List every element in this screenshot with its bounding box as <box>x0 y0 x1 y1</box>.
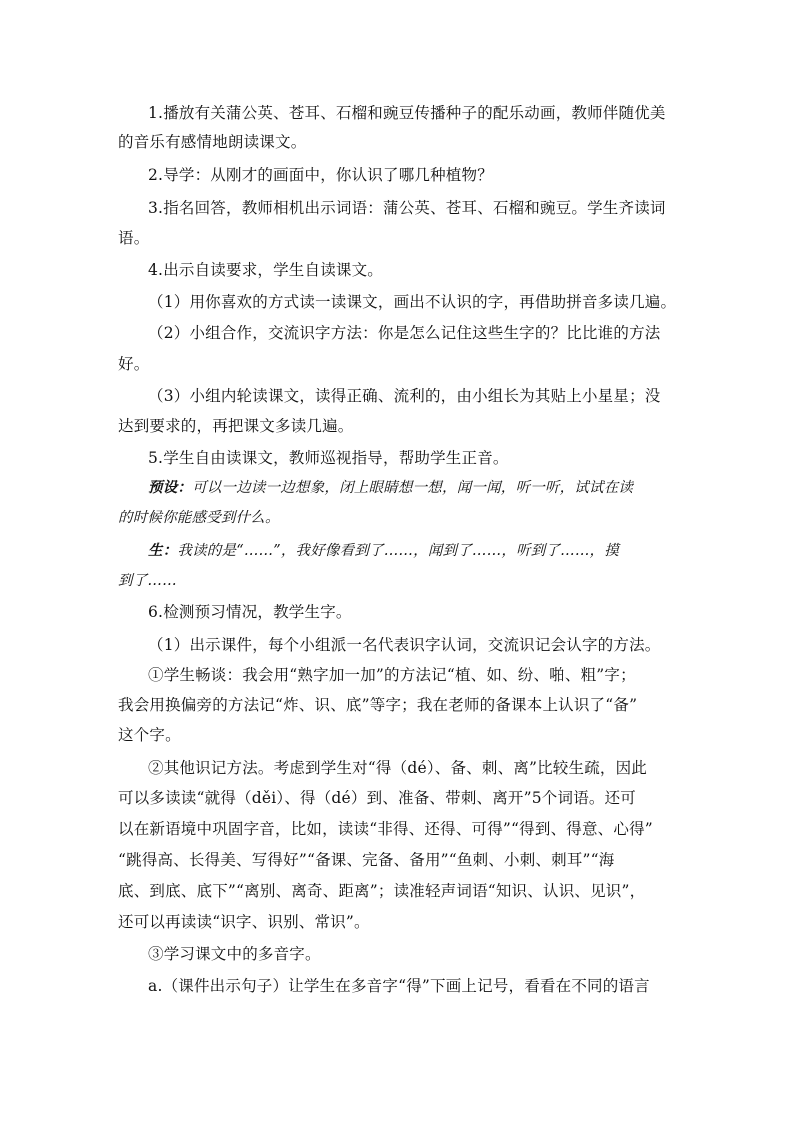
student-line <box>148 540 619 562</box>
text-line: 5.学生自由读课文，教师巡视指导，帮助学生正音。 <box>148 449 509 467</box>
text-line: 2.导学：从刚才的画面中，你认识了哪几种植物？ <box>148 166 493 184</box>
text-line: 4.出示自读要求，学生自读课文。 <box>148 261 383 279</box>
text-line: a.（课件出示句子）让学生在多音字“得”下画上记号，看看在不同的语言 <box>148 977 650 995</box>
text-line: 达到要求的，再把课文多读几遍。 <box>118 417 354 435</box>
text-line: 的音乐有感情地朗读课文。 <box>118 133 307 151</box>
text-line: 到了…… <box>118 573 177 589</box>
text-line: 底、到底、底下”“离别、离奇、距离”；读准轻声词语“知识、认识、见识”， <box>118 882 646 900</box>
text-line: （1）出示课件，每个小组派一名代表识字认词，交流识记会认字的方法。 <box>148 636 661 654</box>
preset-label: 预设： <box>148 479 193 496</box>
text-line: 这个字。 <box>118 726 181 744</box>
text-line: 还可以再读读“识字、识别、常识”。 <box>118 913 370 931</box>
text-line: 语。 <box>118 229 150 247</box>
text-line: 的时候你能感受到什么。 <box>118 510 280 526</box>
text-line: 3.指名回答，教师相机出示词语：蒲公英、苍耳、石榴和豌豆。学生齐读词 <box>148 199 666 217</box>
text-line: ①学生畅谈：我会用“熟字加一加”的方法记“植、如、纷、啪、粗”字； <box>148 666 636 684</box>
student-label: 生： <box>148 542 178 559</box>
preset-line <box>148 477 633 499</box>
text-line: ②其他识记方法。考虑到学生对“得（dé）、备、刺、离”比较生疏，因此 <box>148 759 647 777</box>
preset-text: 可以一边读一边想象，闭上眼睛想一想，闻一闻，听一听，试试在读 <box>192 480 634 496</box>
text-line: 以在新语境中巩固字音，比如，读读“非得、还得、可得”“得到、得意、心得” <box>118 820 653 838</box>
text-line: 可以多读读“就得（děi）、得（dé）到、准备、带刺、离开”5个词语。还可 <box>118 789 637 807</box>
text-line: 我会用换偏旁的方法记“炸、识、底”等字；我在老师的备课本上认识了“备” <box>118 696 638 714</box>
text-line: 1.播放有关蒲公英、苍耳、石榴和豌豆传播种子的配乐动画，教师伴随优美 <box>148 104 666 122</box>
text-line: 好。 <box>118 355 150 373</box>
text-line: （3）小组内轮读课文，读得正确、流利的，由小组长为其贴上小星星；没 <box>148 387 661 405</box>
text-line: （2）小组合作，交流识字方法：你是怎么记住这些生字的？比比谁的方法 <box>148 324 661 342</box>
student-text: 我读的是“……”，我好像看到了……，闻到了……，听到了……，摸 <box>177 543 619 559</box>
text-line: 6.检测预习情况，教学生字。 <box>148 603 352 621</box>
text-line: ③学习课文中的多音字。 <box>148 945 321 963</box>
text-line: （1）用你喜欢的方式读一读课文，画出不认识的字，再借助拼音多读几遍。 <box>148 293 677 311</box>
text-line: “跳得高、长得美、写得好”“备课、完备、备用”“鱼刺、小刺、刺耳”“海 <box>118 851 615 869</box>
